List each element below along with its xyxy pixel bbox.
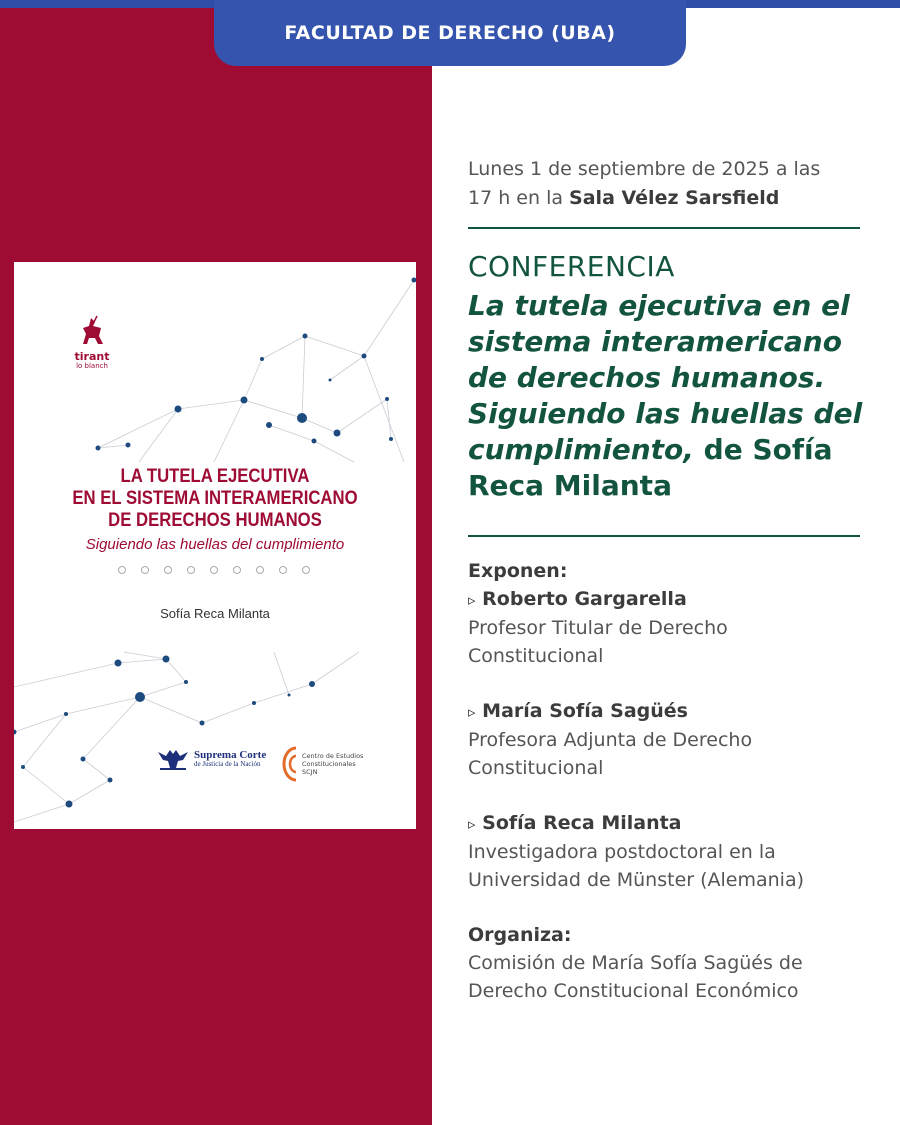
event-venue: Sala Vélez Sarsfield [569, 187, 780, 209]
court-sub: de Justicia de la Nación [194, 759, 261, 768]
speaker-name-text: Sofía Reca Milanta [482, 812, 682, 834]
scjn-eagle-icon [156, 746, 190, 772]
speaker-name-text: Roberto Gargarella [482, 588, 687, 610]
tirant-knight-icon [77, 314, 107, 348]
book-subtitle: Siguiendo las huellas del cumplimiento [85, 536, 345, 553]
court-name: Suprema Corte [194, 748, 267, 761]
cec-logo-icon [282, 744, 298, 784]
book-title-line: LA TUTELA EJECUTIVA [120, 466, 310, 487]
divider [468, 535, 860, 537]
book-dots-decoration [118, 566, 310, 574]
header-tab [214, 0, 686, 66]
publisher-sub: lo blanch [76, 362, 108, 370]
bullet-icon: ▹ [468, 703, 476, 721]
book-title-line: DE DERECHOS HUMANOS [108, 510, 322, 531]
organizer-heading: Organiza: [468, 924, 572, 946]
conference-label: CONFERENCIA [468, 250, 675, 283]
speaker-role: Profesora Adjunta de Derecho Constitucional [468, 729, 753, 779]
conference-title-italic: La tutela ejecutiva en el sistema interamericano de derechos humanos. Siguiendo las huellas del cumplimiento, [468, 289, 863, 466]
speaker-name [468, 585, 868, 614]
book-cover [14, 262, 416, 829]
book-title-line: EN EL SISTEMA INTERAMERICANO [72, 488, 358, 509]
speakers-heading: Exponen: [468, 560, 568, 582]
bullet-icon: ▹ [468, 815, 476, 833]
speaker-name [468, 697, 868, 726]
publisher-name: tirant [74, 350, 110, 363]
conference-title [468, 288, 868, 504]
divider [468, 227, 860, 229]
book-title [38, 466, 392, 532]
event-date-text: Lunes 1 de septiembre de 2025 a las 17 h en la [468, 158, 821, 209]
conference-author: Sofía Reca Milanta [468, 433, 833, 502]
speaker-role: Profesor Titular de Derecho Constitucional [468, 617, 728, 667]
conference-title-connector: de [703, 433, 743, 466]
speaker-role: Investigadora postdoctoral en la Universidad de Münster (Alemania) [468, 841, 805, 891]
publisher-logo [72, 314, 112, 370]
speaker-name-text: María Sofía Sagüés [482, 700, 688, 722]
scjn-logo [156, 746, 266, 772]
bullet-icon: ▹ [468, 591, 476, 609]
event-date [468, 155, 843, 213]
book-author: Sofía Reca Milanta [160, 606, 270, 621]
speakers-section [468, 557, 868, 1005]
center-name: Centro de Estudios Constitucionales SCJN [302, 752, 364, 776]
cec-logo [282, 744, 372, 784]
speaker-name [468, 809, 868, 838]
organizer-text: Comisión de María Sofía Sagüés de Derecho Constitucional Económico [468, 952, 803, 1002]
header-title: FACULTAD DE DERECHO (UBA) [284, 22, 616, 44]
